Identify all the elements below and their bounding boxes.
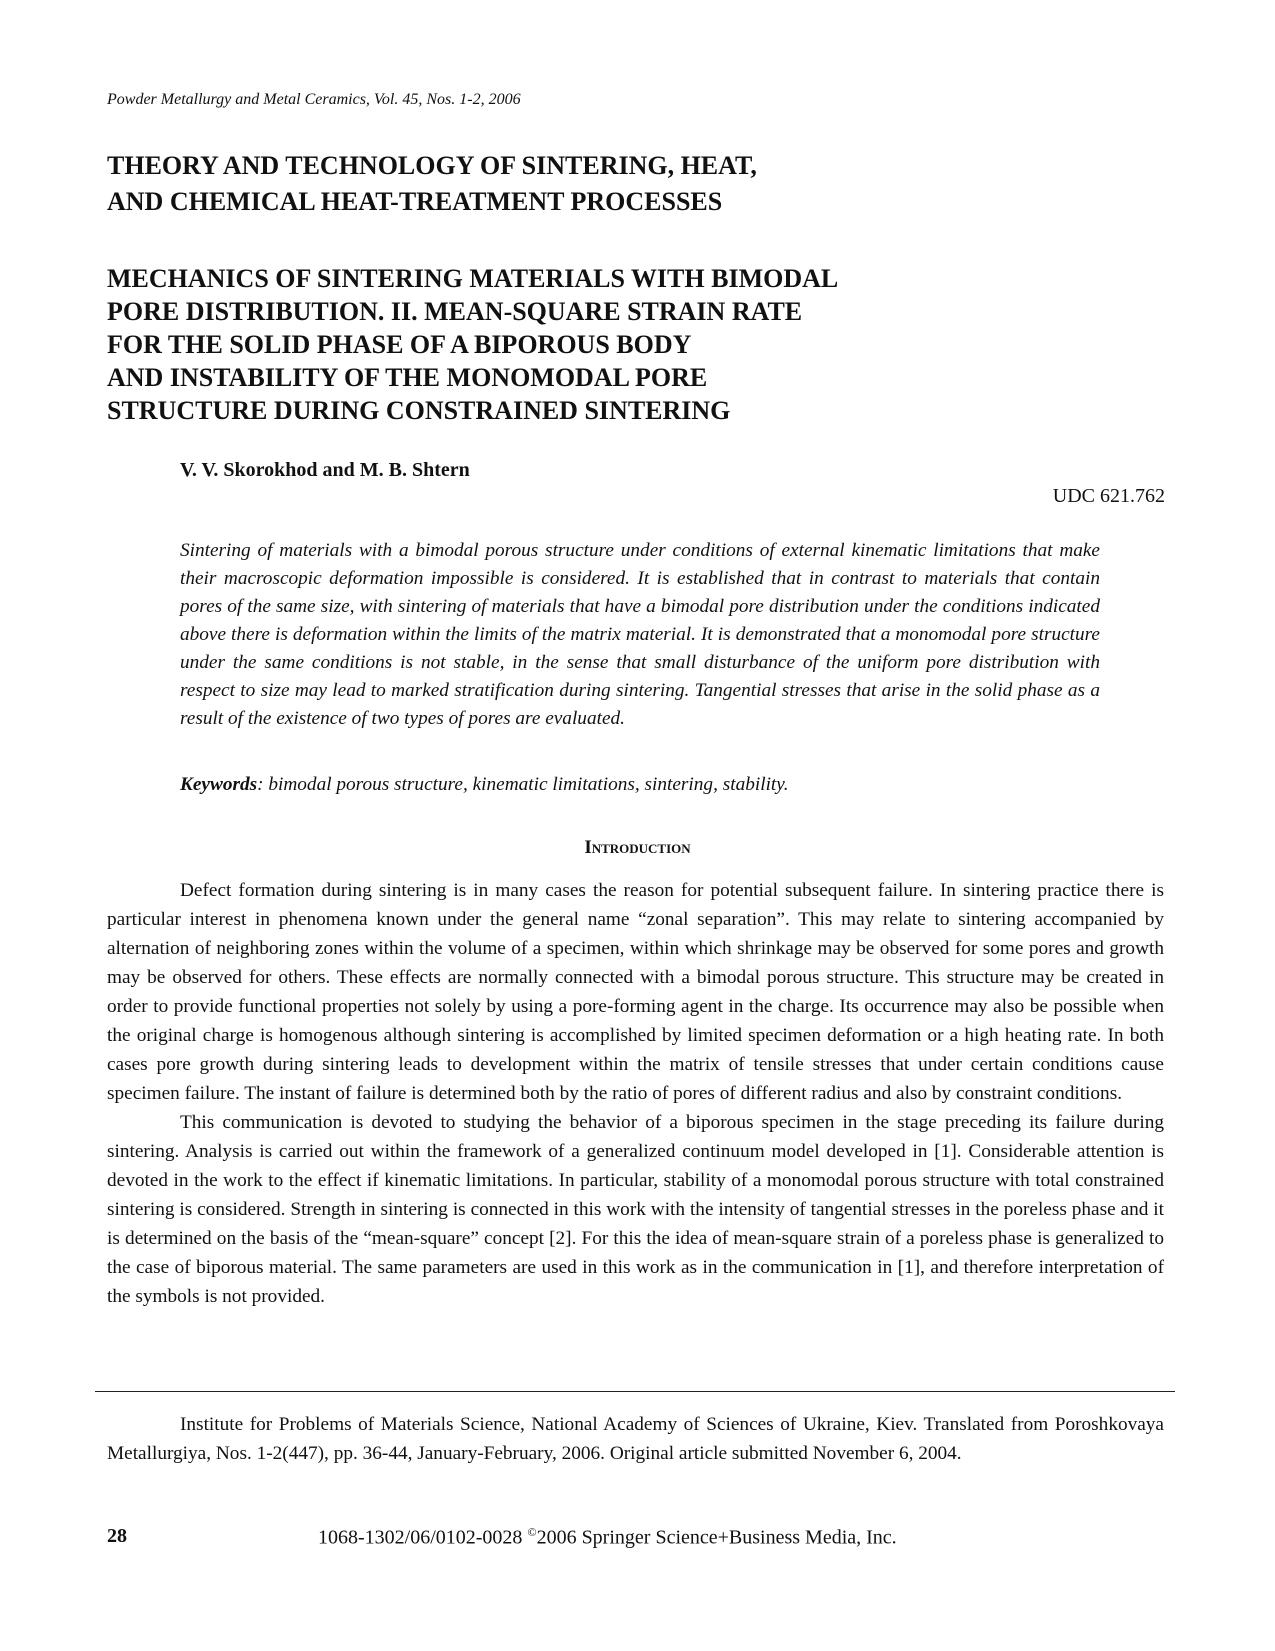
paper-title-line: STRUCTURE DURING CONSTRAINED SINTERING (107, 396, 731, 425)
issn: 1068-1302/06/0102-0028 (318, 1526, 528, 1549)
paper-title-line: PORE DISTRIBUTION. II. MEAN-SQUARE STRAIN RATE (107, 297, 803, 326)
section-title-line: THEORY AND TECHNOLOGY OF SINTERING, HEAT, (107, 151, 757, 180)
page-number: 28 (107, 1525, 127, 1547)
keywords-label: Keywords (180, 774, 258, 795)
paper-title-line: FOR THE SOLID PHASE OF A BIPOROUS BODY (107, 330, 692, 359)
paper-title (107, 262, 838, 427)
introduction-heading: Introduction (584, 837, 691, 858)
introduction-body (107, 876, 1164, 1311)
abstract: Sintering of materials with a bimodal porous structure under conditions of external kinematic limitations that make their macroscopic deformation impossible is considered. It is established that in contrast to materials that contain pores of the same size, with sintering of materials that have a bimodal pore distribution under the conditions indicated above there is deformation within the limits of the matrix material. It is demonstrated that a monomodal pore structure under the same conditions is not stable, in the sense that small disturbance of the uniform pore distribution with respect to size may lead to marked stratification during sintering. Tangential stresses that arise in the solid phase as a result of the existence of two types of pores are evaluated. (180, 540, 1100, 729)
authors: V. V. Skorokhod and M. B. Shtern (180, 459, 470, 481)
copyright-line (318, 1525, 897, 1550)
copyright-symbol: © (527, 1525, 537, 1539)
section-title (107, 148, 757, 220)
copyright-text: 2006 Springer Science+Business Media, Inc. (536, 1526, 897, 1549)
body-paragraph: This communication is devoted to studying the behavior of a biporous specimen in the stage preceding its failure during sintering. Analysis is carried out within the framework of a generalized continuum model developed in [1]. Considerable attention is devoted in the work to the effect if kinematic limitations. In particular, stability of a monomodal porous structure with total constrained sintering is considered. Strength in sintering is connected in this work with the intensity of tangential stresses in the poreless phase and it is determined on the basis of the “mean-square” concept [2]. For this the idea of mean-square strain of a poreless phase is generalized to the case of biporous material. The same parameters are used in this work as in the communication in [1], and therefore interpretation of the symbols is not provided. (107, 1112, 1164, 1307)
footnote-divider (95, 1391, 1175, 1392)
body-paragraph: Defect formation during sintering is in many cases the reason for potential subsequent failure. In sintering practice there is particular interest in phenomena known under the general name “zonal separation”. This may relate to sintering accompanied by alternation of neighboring zones within the volume of a specimen, within which shrinkage may be observed for some pores and growth may be observed for others. These effects are normally connected with a bimodal porous structure. This structure may be created in order to provide functional properties not solely by using a pore-forming agent in the charge. Its occurrence may also be possible when the original charge is homogenous although sintering is accomplished by limited specimen deformation or a high heating rate. In both cases pore growth during sintering leads to development within the matrix of tensile stresses that under certain conditions cause specimen failure. The instant of failure is determined both by the ratio of pores of different radius and also by constraint conditions. (107, 880, 1164, 1104)
affiliation-footnote: Institute for Problems of Materials Science, National Academy of Sciences of Ukraine, Kiev. Translated from Poroshkovaya Metallurgiya, Nos. 1-2(447), pp. 36-44, January-February, 2006. Original article submitted November 6, 2004. (107, 1414, 1164, 1464)
udc-code: UDC 621.762 (1052, 485, 1165, 507)
journal-citation: Powder Metallurgy and Metal Ceramics, Vol. 45, Nos. 1-2, 2006 (107, 91, 521, 108)
section-title-line: AND CHEMICAL HEAT-TREATMENT PROCESSES (107, 187, 723, 216)
paper-title-line: AND INSTABILITY OF THE MONOMODAL PORE (107, 363, 708, 392)
keywords (180, 774, 789, 796)
paper-title-line: MECHANICS OF SINTERING MATERIALS WITH BIMODAL (107, 264, 839, 293)
keywords-text: : bimodal porous structure, kinematic limitations, sintering, stability. (257, 774, 789, 795)
